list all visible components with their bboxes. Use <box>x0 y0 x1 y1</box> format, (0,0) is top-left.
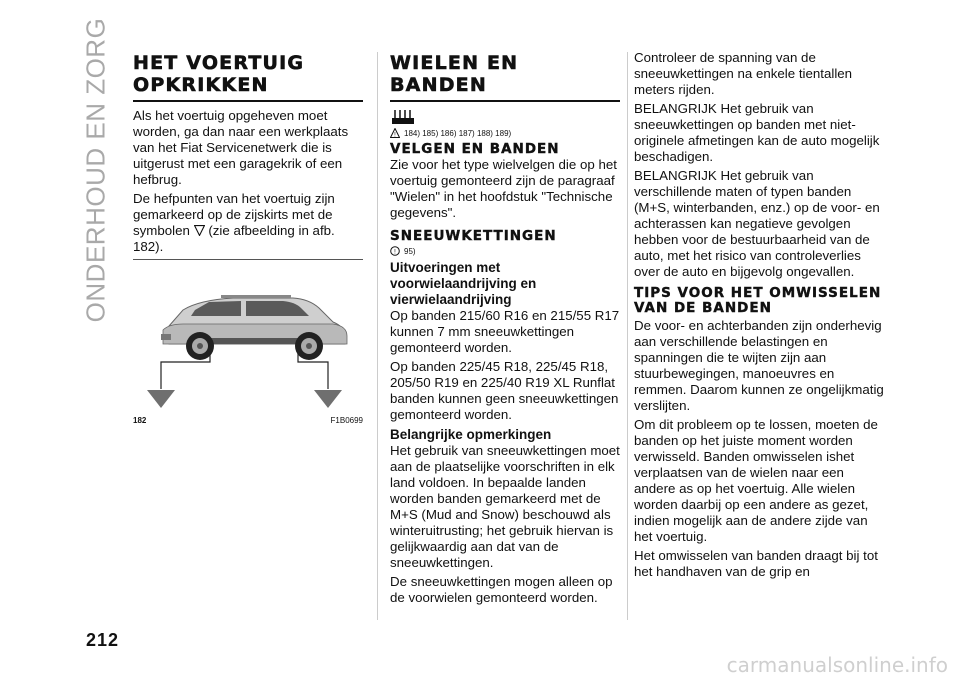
paragraph-part: De hefpunten van het voertuig zijn gemarkeerd op de zijskirts met de symbolen <box>133 191 335 238</box>
warning-references <box>390 128 620 138</box>
section-title-jacking: HET VOERTUIG OPKRIKKEN <box>133 52 363 102</box>
paragraph: Op banden 215/60 R16 en 215/55 R17 kunnen 7 mm sneeuwkettingen gemonteerd worden. <box>390 308 620 355</box>
paragraph: Zie voor het type wielvelgen die op het voertuig gemonteerd zijn de paragraaf "Wielen" in het hoofdstuk "Technische gegevens". <box>390 157 617 220</box>
column-divider <box>627 52 628 620</box>
paragraph: Het omwisselen van banden draagt bij tot het handhaven van de grip en <box>634 548 878 579</box>
tire-chain-icon <box>390 108 416 126</box>
paragraph: Het gebruik van sneeuwkettingen moet aan de plaatselijke voorschriften in elk land voldoen. In bepaalde landen worden banden gemarkeerd met de M+S (Mud and Snow) beschouwd als winteruitrusting; het gebruik hiervan is gelijkwaardig aan dat van de sneeuwkettingen. <box>390 443 620 570</box>
section-title-wheels: WIELEN EN BANDEN <box>390 52 620 102</box>
paragraph: Controleer de spanning van de sneeuwkettingen na enkele tientallen meters rijden. <box>634 50 853 97</box>
column-2 <box>390 52 620 609</box>
subheading-tire-rotation: TIPS VOOR HET OMWISSELEN VAN DE BANDEN <box>634 285 882 316</box>
car-illustration <box>133 264 363 414</box>
reference-numbers: 95) <box>404 246 416 256</box>
heading-drive-variants: Uitvoeringen met voorwielaandrijving en vierwielaandrijving <box>390 260 537 307</box>
paragraph: Op banden 225/45 R18, 225/45 R18, 205/50 R19 en 225/40 R19 XL Runflat banden kunnen geen sneeuwkettingen gemonteerd worden. <box>390 359 619 422</box>
paragraph: BELANGRIJK Het gebruik van verschillende maten of typen banden (M+S, winterbanden, enz.) op de voor- en achterassen kan negatieve gevolgen hebben voor de bestuurbaarheid van de auto, met het risico van controleverlies over de auto en bijgevolg ongevallen. <box>634 168 880 279</box>
subheading-rims: VELGEN EN BANDEN <box>390 141 560 157</box>
caution-icon <box>390 246 400 256</box>
paragraph: BELANGRIJK Het gebruik van sneeuwkettingen op banden met niet-originele afmetingen kan de auto mogelijk beschadigen. <box>634 101 880 164</box>
svg-text:!: ! <box>394 132 396 138</box>
tire-icon <box>390 108 620 126</box>
figure-code: F1B0699 <box>330 416 363 425</box>
column-divider <box>377 52 378 620</box>
page-number: 212 <box>86 630 120 650</box>
watermark-footer: carmanualsonline.info <box>726 653 948 677</box>
lift-point-triangle-icon <box>314 390 342 408</box>
reference-numbers: 184) 185) 186) 187) 188) 189) <box>404 128 512 138</box>
column-1 <box>133 52 363 425</box>
paragraph <box>133 191 363 255</box>
column-3 <box>634 50 884 583</box>
figure-top-rule <box>133 259 363 260</box>
figure-car-lift-points <box>133 264 363 414</box>
svg-text:!: ! <box>394 249 396 256</box>
paragraph: Als het voertuig opgeheven moet worden, ga dan naar een werkplaats van het Fiat Servicenetwerk die is uitgerust met een garagekrik of een hefbrug. <box>133 108 349 187</box>
warning-references <box>390 246 620 256</box>
lift-point-triangle-icon <box>194 225 205 236</box>
paragraph-part: (zie afbeelding in afb. 182). <box>133 223 335 254</box>
lift-point-triangle-icon <box>147 390 175 408</box>
paragraph: De sneeuwkettingen mogen alleen op de voorwielen gemonteerd worden. <box>390 574 613 605</box>
figure-caption <box>133 416 363 425</box>
subheading-snow-chains: SNEEUWKETTINGEN <box>390 228 557 244</box>
figure-number: 182 <box>133 416 147 425</box>
paragraph: De voor- en achterbanden zijn onderhevig aan verschillende belastingen en spanningen die te wijten zijn aan stuurbewegingen, manoeuvres en remmen. Daarom kunnen ze ongelijkmatig verslijten. <box>634 318 884 413</box>
chapter-side-title-text: ONDERHOUD EN ZORG <box>80 17 111 323</box>
paragraph: Om dit probleem op te lossen, moeten de banden op het juiste moment worden verwisseld. Banden omwisselen ishet verplaatsen van de wielen naar een andere as op het voertuig. Alle wielen worden daarbij op een andere as gezet, indien mogelijk aan de andere zijde van het voertuig. <box>634 417 878 544</box>
heading-important-notes: Belangrijke opmerkingen <box>390 427 552 442</box>
warning-triangle-icon <box>390 128 400 138</box>
chapter-side-title <box>79 17 113 323</box>
